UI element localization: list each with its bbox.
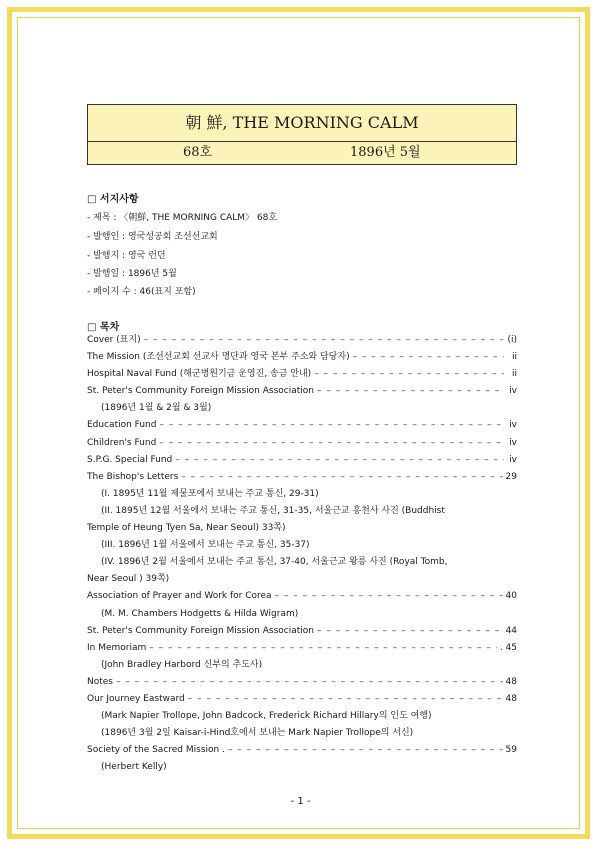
toc-entry-title: The Bishop's Letters [87, 471, 179, 482]
toc-entry-title: In Memoriam [87, 642, 147, 653]
toc-entry-page: . 45 [499, 642, 517, 653]
toc-leader-dashes [314, 368, 504, 380]
toc-entry [87, 385, 517, 402]
toc-entry-title: Hospital Naval Fund (해군병원기금 운영진, 송금 안내) [87, 369, 312, 380]
toc-entry-page: 44 [505, 625, 517, 636]
toc-entry [87, 744, 517, 761]
toc-entry-title: Association of Prayer and Work for Corea [87, 591, 272, 602]
toc-entry [87, 419, 517, 436]
toc-leader-dashes [317, 625, 503, 637]
toc-entry-page: iv [509, 437, 517, 448]
toc-entry-note: (Mark Napier Trollope, John Badcock, Frederick Richard Hillary의 인도 여행) [101, 711, 432, 722]
toc-entry-title: Society of the Sacred Mission . [87, 745, 225, 756]
toc-entry-title: S.P.G. Special Fund [87, 454, 173, 465]
toc-leader-dashes [317, 385, 504, 397]
toc-leader-dashes [116, 676, 503, 688]
toc-entry-note: (John Bradley Harbord 신부의 추도사) [101, 659, 263, 670]
title-box [87, 104, 517, 165]
bib-pages-line: - 페이지 수 : 46(표지 포함) [87, 287, 196, 297]
toc-entry-title: Our Journey Eastward [87, 693, 185, 704]
page-number: - 1 - [290, 796, 311, 807]
toc-leader-dashes [159, 419, 504, 431]
issue-number: 68호 [183, 145, 213, 160]
toc-entry [87, 693, 517, 710]
bibliography-heading: □ 서지사항 [87, 194, 139, 205]
toc-entry-title: St. Peter's Community Foreign Mission Association [87, 386, 314, 397]
bib-title-line: - 제목 : 〈朝鮮, THE MORNING CALM〉 68호 [87, 213, 278, 223]
toc-entry-page: 59 [505, 745, 517, 756]
toc-entry [87, 471, 517, 488]
toc-heading: □ 목차 [87, 322, 120, 333]
toc-entry [87, 351, 517, 368]
toc-leader-dashes [188, 693, 503, 705]
toc-entry-page: 48 [505, 693, 517, 704]
toc-leader-dashes [228, 744, 503, 756]
bib-place-line: - 발행지 : 영국 런던 [87, 251, 166, 261]
table-of-contents [87, 334, 517, 778]
toc-entry-note: (M. M. Chambers Hodgetts & Hilda Wigram) [101, 608, 299, 619]
toc-entry-note: (1896년 1월 & 2월 & 3월) [101, 403, 212, 414]
toc-entry [87, 454, 517, 471]
toc-entry-note-continued: Near Seoul ) 39쪽) [87, 574, 170, 585]
toc-leader-dashes [159, 437, 504, 449]
toc-entry-page: ii [511, 369, 517, 380]
toc-entry [87, 676, 517, 693]
toc-entry-page: (i) [507, 335, 517, 345]
toc-entry-note: (III. 1896년 1월 서울에서 보내는 주교 통신, 35-37) [101, 540, 310, 551]
toc-leader-dashes [144, 334, 504, 346]
document-title: 朝 鮮, THE MORNING CALM [88, 105, 516, 142]
toc-entry-note: (Herbert Kelly) [101, 762, 167, 773]
toc-entry-page: iv [509, 420, 517, 431]
issue-date: 1896년 5월 [350, 145, 421, 160]
toc-entry [87, 368, 517, 385]
toc-leader-dashes [181, 471, 502, 483]
toc-entry-page: ii [511, 352, 517, 363]
toc-entry-note: (IV. 1896년 2월 서울에서 보내는 주교 통신, 37-40, 서울근교 왕릉 사진 (Royal Tomb, [101, 557, 448, 568]
toc-entry-title: Cover (표지) [87, 335, 141, 345]
toc-entry-title: Children's Fund [87, 437, 157, 448]
toc-entry [87, 642, 517, 659]
toc-entry-page: 29 [505, 471, 517, 482]
toc-leader-dashes [149, 642, 497, 654]
toc-leader-dashes [353, 351, 504, 363]
toc-entry-title: Notes [87, 676, 113, 687]
toc-leader-dashes [275, 590, 503, 602]
toc-entry-title: St. Peter's Community Foreign Mission Association [87, 625, 314, 636]
toc-entry-page: iv [509, 386, 517, 397]
toc-entry-page: 40 [505, 591, 517, 602]
issue-row [88, 142, 516, 164]
toc-entry-note: (II. 1895년 12월 서울에서 보내는 주교 통신, 31-35, 서울근교 흥천사 사진 (Buddhist [101, 505, 445, 516]
toc-entry-note-continued: Temple of Heung Tyen Sa, Near Seoul) 33쪽) [87, 523, 286, 534]
toc-entry [87, 437, 517, 454]
toc-entry-page: iv [509, 454, 517, 465]
bib-publisher-line: - 발행인 : 영국성공회 조선선교회 [87, 232, 218, 242]
toc-entry [87, 590, 517, 607]
toc-entry-page: 48 [505, 676, 517, 687]
toc-entry-title: Education Fund [87, 420, 157, 431]
toc-entry-note: (I. 1895년 11월 제물포에서 보내는 주교 통신, 29-31) [101, 488, 319, 499]
bib-date-line: - 발행일 : 1896년 5월 [87, 269, 177, 279]
toc-entry [87, 625, 517, 642]
toc-leader-dashes [175, 454, 504, 466]
toc-entry [87, 334, 517, 351]
toc-entry-note: (1896년 3월 2일 Kaisar-i-Hind호에서 보내는 Mark Napier Trollope의 서신) [101, 728, 414, 739]
toc-entry-title: The Mission (조선선교회 선교사 명단과 영국 본부 주소와 담당자) [87, 352, 350, 363]
